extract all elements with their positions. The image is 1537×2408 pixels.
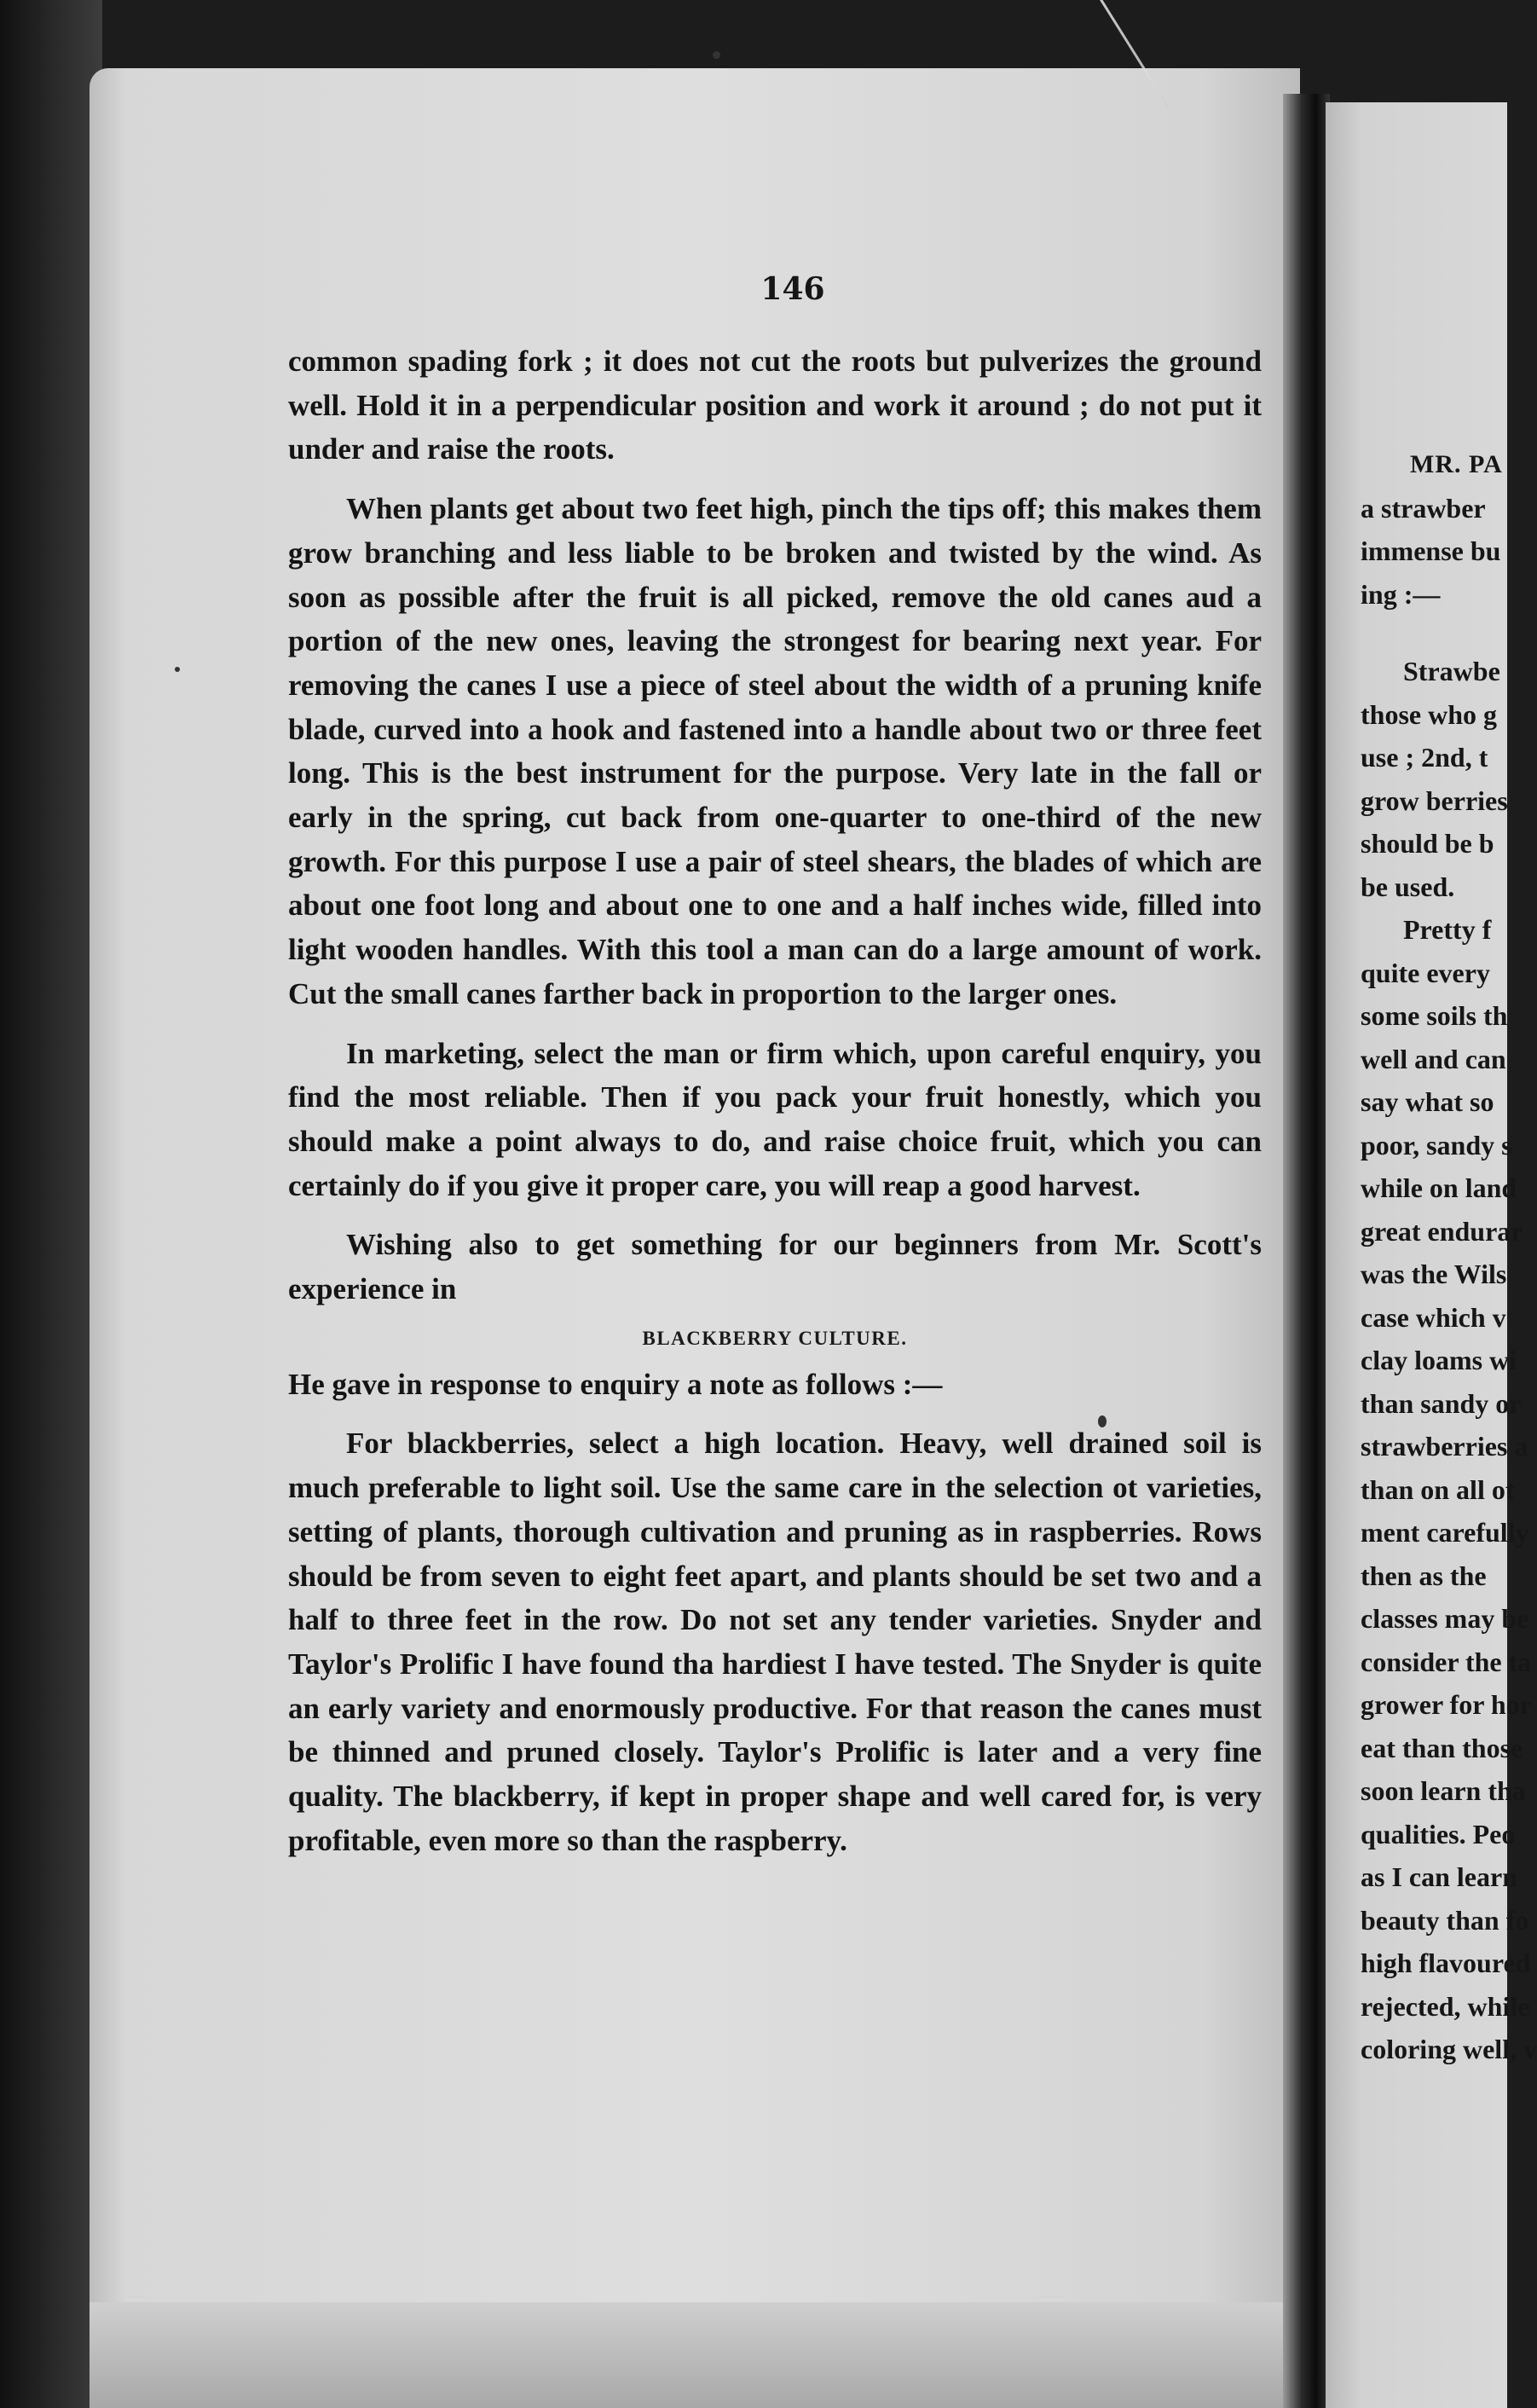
next-page-line: grow berries [1361, 784, 1508, 816]
main-page-bottom [90, 2302, 1300, 2408]
paragraph-response: He gave in response to enquiry a note as follows :— [288, 1367, 943, 1401]
page-number: 146 [760, 271, 825, 307]
next-page-line: a strawber [1361, 492, 1486, 524]
next-page-line: quite every [1361, 957, 1490, 988]
paragraph-blackberries: For blackberries, select a high location. Heavy, well drained soil is much preferable to light soil. Use the same care in the selection ot varieties, setting of plants, thorough cultivation and pruning as in raspberries. Rows should be from seven to eight feet apart, and plants should be set two and a half to three feet in the row. Do not set any tender varieties. Snyder and Taylor's Prolific I have found tha hardiest I have tested. The Snyder is quite an early variety and enormously productive. For that reason the canes must be thinned and pruned closely. Taylor's Prolific is later and a very fine quality. The blackberry, if kept in proper shape and well cared for, is very profitable, even more so than the raspberry. [288, 1427, 1262, 1857]
next-page-line: Strawbe [1403, 656, 1500, 686]
next-page-line: case which v [1361, 1301, 1506, 1333]
ink-speck [175, 667, 180, 672]
next-page-line: consider the ta [1361, 1646, 1532, 1677]
next-page-line: some soils th [1361, 1000, 1508, 1031]
section-heading: BLACKBERRY CULTURE. [642, 1327, 908, 1349]
next-page-line: ment carefully [1361, 1517, 1529, 1548]
next-page-line: coloring well, v [1361, 2034, 1537, 2064]
next-page-line: strawberries a [1361, 1431, 1528, 1462]
next-page-line: then as the [1361, 1560, 1487, 1591]
next-page-line: immense bu [1361, 535, 1501, 566]
next-page-line [1361, 616, 1507, 650]
next-page-line: beauty than fo [1361, 1904, 1529, 1936]
next-page-line: Pretty f [1403, 914, 1492, 945]
next-page-text [1361, 443, 1537, 2071]
next-page-line: eat than those [1361, 1732, 1523, 1763]
next-page-line: clay loams wi [1361, 1345, 1517, 1375]
next-page-line: grower for hor [1361, 1689, 1532, 1720]
next-page-line: say what so [1361, 1086, 1494, 1117]
next-page-line: soon learn tha [1361, 1775, 1526, 1806]
left-page-edge [0, 0, 102, 2408]
next-page-line: while on land [1361, 1172, 1517, 1203]
next-page-line: ing :— [1361, 578, 1441, 610]
paragraph-marketing: In marketing, select the man or firm which, upon careful enquiry, you find the most reliable. Then if you pack your fruit honestly, which you should make a point always to do, and raise choice fruit, which you can certainly do if you give it proper care, you will reap a good harvest. [288, 1036, 1262, 1202]
next-page-heading: MR. PA [1410, 450, 1503, 478]
next-page-line: should be b [1361, 828, 1494, 859]
page-body [288, 339, 1262, 1863]
next-page-line: poor, sandy s [1361, 1129, 1512, 1161]
next-page-line: rejected, while [1361, 1990, 1530, 2022]
ink-speck [713, 51, 720, 59]
paragraph-continuation: common spading fork ; it does not cut the roots but pulverizes the ground well. Hold it in a perpendicular position and work it around ; do not put it under and raise the roots. [288, 344, 1262, 466]
next-page-line: than on all ot [1361, 1473, 1515, 1505]
next-page-line: was the Wils [1361, 1259, 1507, 1289]
book-gutter [1283, 94, 1330, 2408]
next-page-line: as I can learn [1361, 1861, 1517, 1892]
next-page-line: well and can [1361, 1043, 1506, 1074]
paragraph-transition: Wishing also to get something for our beginners from Mr. Scott's experience in [288, 1228, 1262, 1306]
next-page-line: classes may be [1361, 1603, 1529, 1634]
next-page-line: qualities. Peo [1361, 1818, 1516, 1849]
next-page-line: be used. [1361, 871, 1455, 902]
next-page-line: than sandy or [1361, 1387, 1522, 1419]
next-page-line: use ; 2nd, t [1361, 742, 1488, 773]
paragraph-pruning: When plants get about two feet high, pinch the tips off; this makes them grow branching and less liable to be broken and twisted by the wind. As soon as possible after the fruit is all picked, remove the old canes aud a portion of the new ones, leaving the strongest for bearing next year. For removing the canes I use a piece of steel about the width of a pruning knife blade, curved into a hook and fastened into a handle about two or three feet long. This is the best instrument for the purpose. Very late in the fall or early in the spring, cut back from one-quarter to one-third of the new growth. For this purpose I use a pair of steel shears, the blades of which are about one foot long and about one to one and a half inches wide, filled into light wooden handles. With this tool a man can do a large amount of work. Cut the small canes farther back in proportion to the larger ones. [288, 492, 1262, 1010]
next-page-line: high flavoured [1361, 1948, 1531, 1978]
next-page-line: great endurar [1361, 1215, 1523, 1247]
next-page-line: those who g [1361, 698, 1498, 730]
